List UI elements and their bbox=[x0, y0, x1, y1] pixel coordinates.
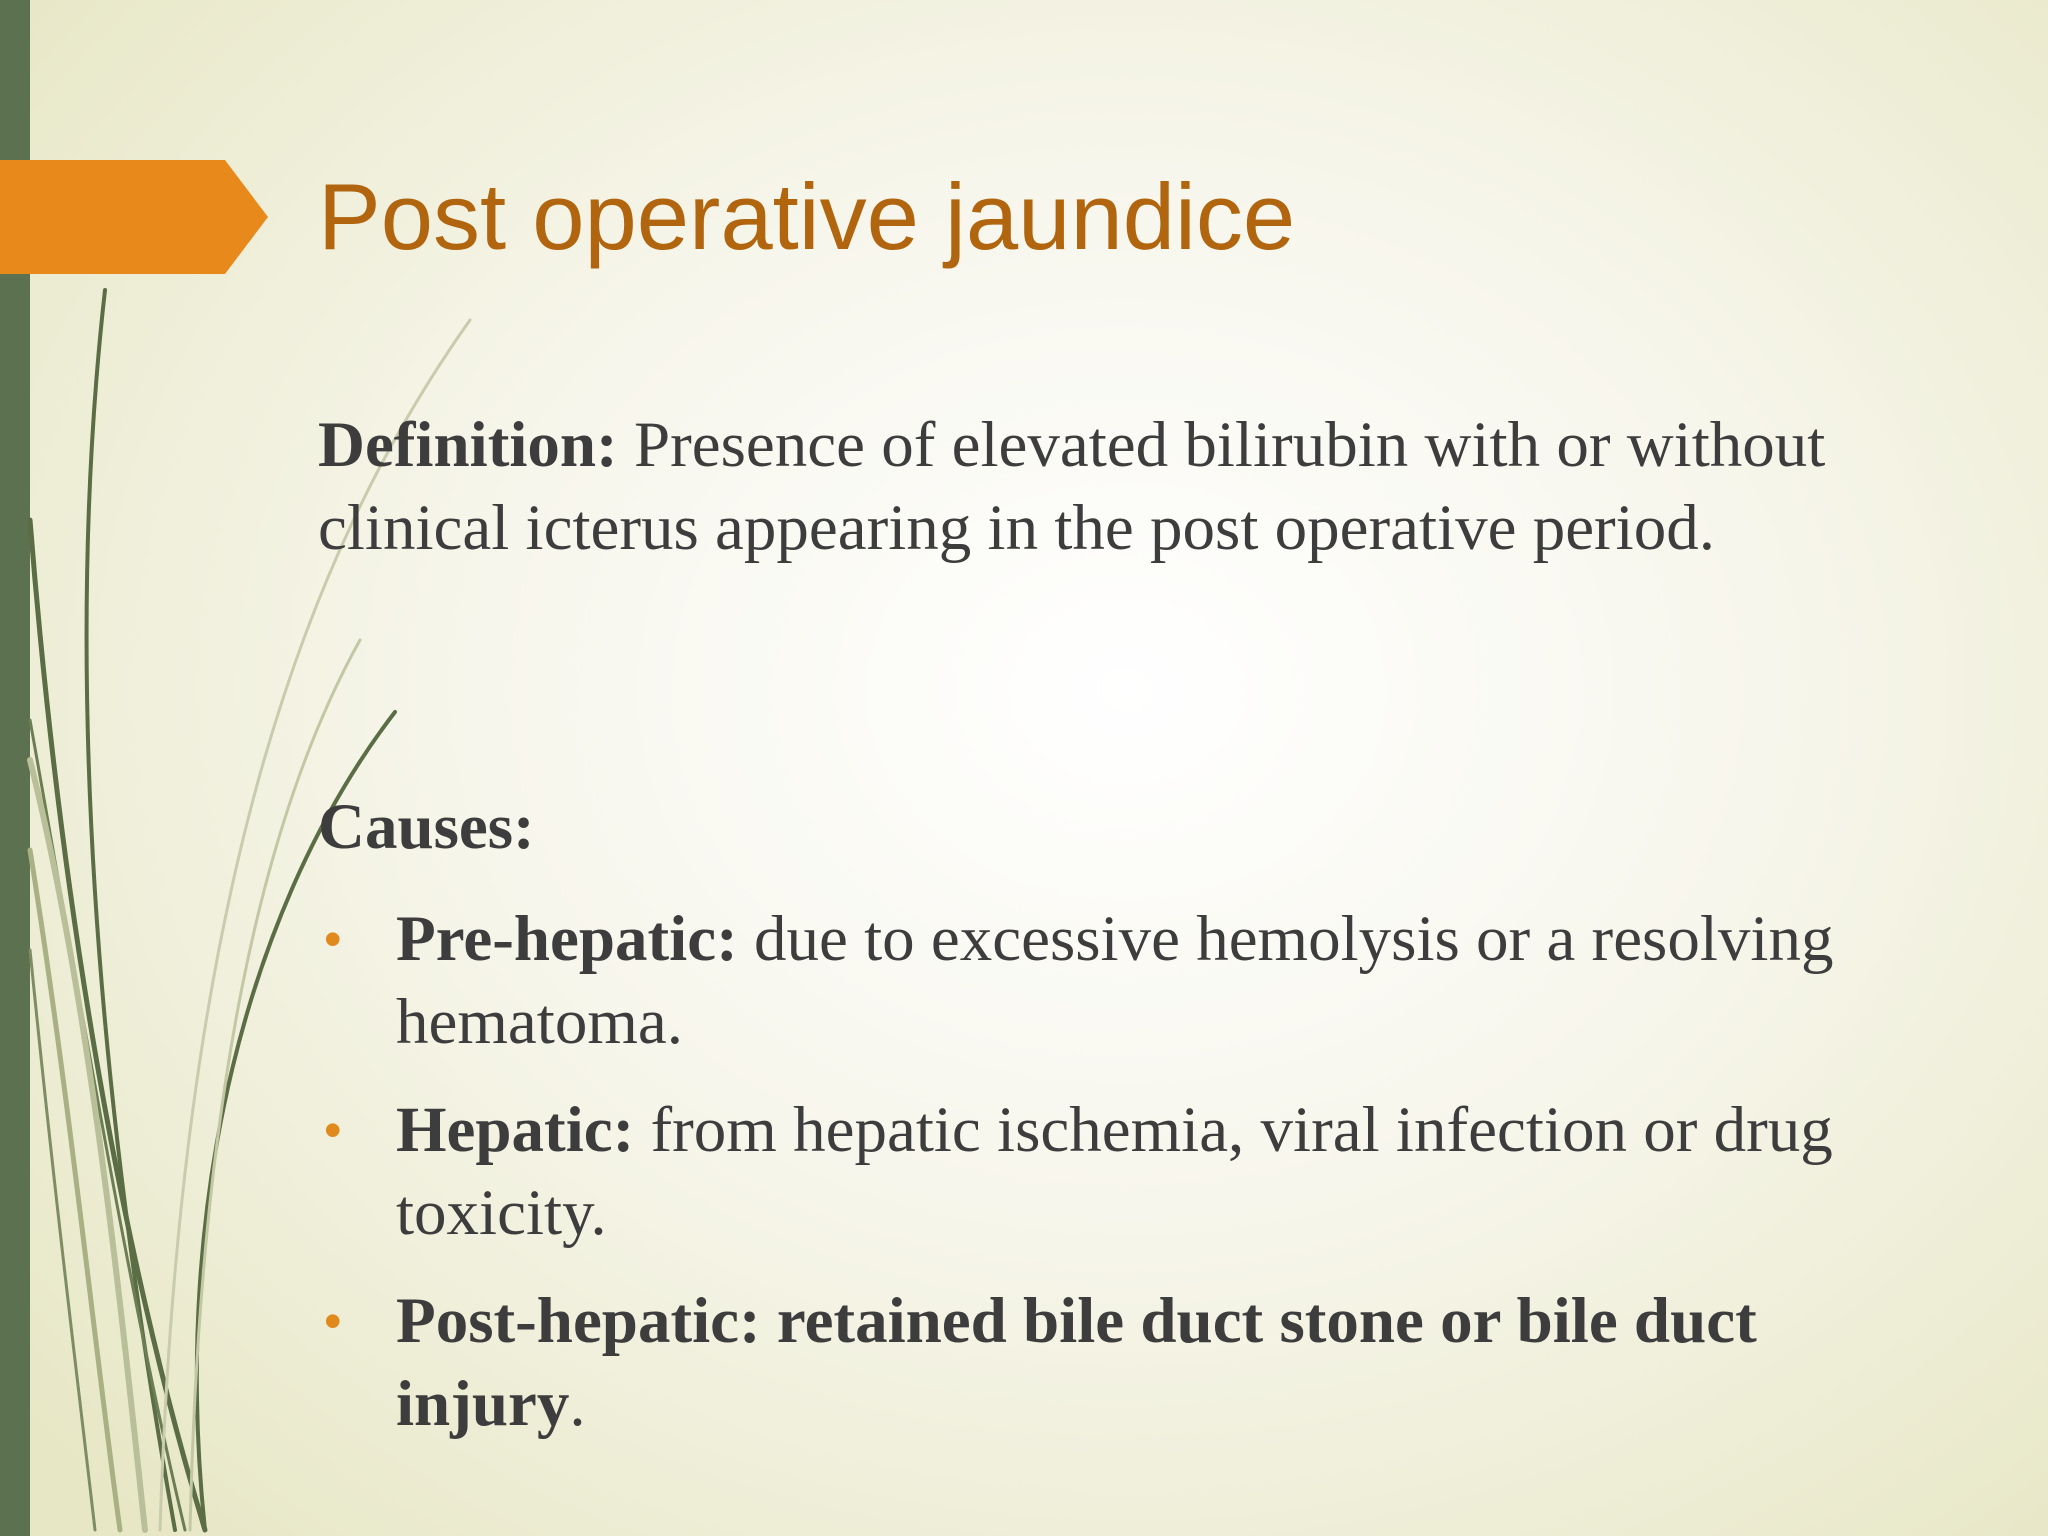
cause-text: retained bile duct stone or bile duct injury bbox=[396, 1285, 1757, 1440]
cause-label: Hepatic: bbox=[396, 1094, 635, 1166]
definition-text: Presence of elevated bilirubin with or without clinical icterus appearing in the post operative period. bbox=[318, 409, 1826, 564]
bullet-icon: • bbox=[324, 911, 342, 967]
cause-text: due to excessive hemolysis or a resolving hematoma. bbox=[396, 903, 1834, 1058]
cause-item-pre-hepatic bbox=[318, 898, 1898, 1064]
cause-item-post-hepatic bbox=[318, 1280, 1898, 1446]
cause-label: Pre-hepatic: bbox=[396, 903, 738, 975]
definition-label: Definition: bbox=[318, 409, 618, 481]
title-arrow-shape bbox=[0, 160, 270, 274]
cause-label: Post-hepatic: bbox=[396, 1285, 761, 1357]
cause-item-hepatic bbox=[318, 1089, 1898, 1255]
slide-title: Post operative jaundice bbox=[318, 164, 1296, 269]
cause-suffix: . bbox=[569, 1368, 586, 1440]
causes-heading: Causes: bbox=[318, 791, 535, 863]
definition-paragraph bbox=[318, 404, 1878, 570]
bullet-icon: • bbox=[324, 1293, 342, 1349]
cause-text: from hepatic ischemia, viral infection or drug toxicity. bbox=[396, 1094, 1833, 1249]
bullet-icon: • bbox=[324, 1102, 342, 1158]
causes-list bbox=[318, 898, 1898, 1471]
